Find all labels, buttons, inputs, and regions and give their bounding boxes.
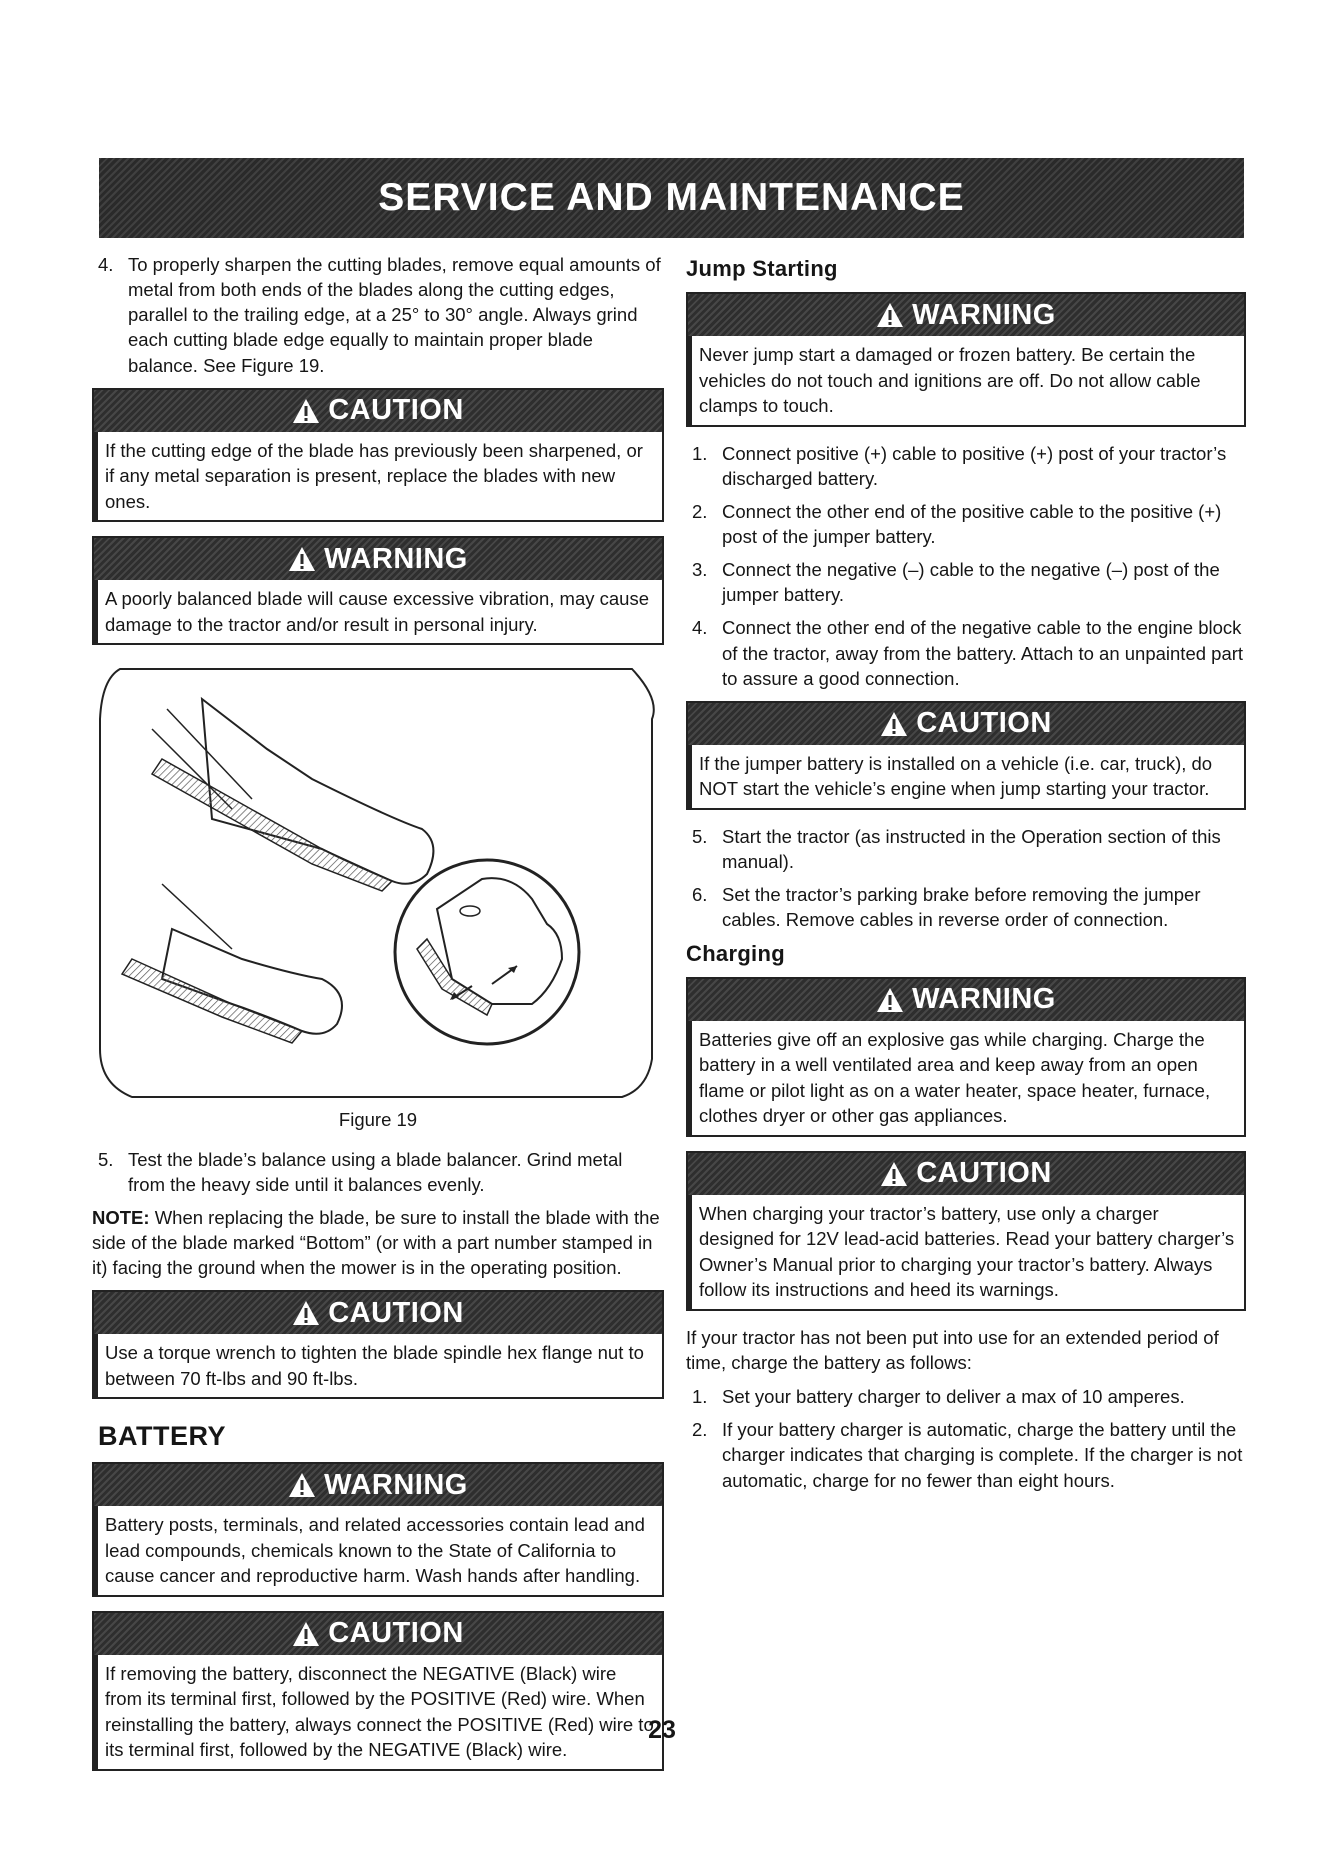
figure-caption: Figure 19 <box>338 1109 418 1131</box>
step-text: Set your battery charger to deliver a max of 10 amperes. <box>722 1386 1185 1408</box>
caution-title: CAUTION <box>328 1296 464 1329</box>
note-text: When replacing the blade, be sure to install the blade with the side of the blade marked “Bottom” (or with a part number stamped in it) facing the ground when the mower is in the operating position. <box>92 1206 660 1279</box>
warning-title: WARNING <box>912 298 1056 331</box>
warning-box <box>92 536 664 645</box>
caution-title: CAUTION <box>916 707 1052 740</box>
note-paragraph <box>92 1205 664 1280</box>
warning-header <box>688 979 1244 1021</box>
warning-box <box>92 1462 664 1597</box>
caution-header <box>94 1292 662 1334</box>
step-number: 5. <box>692 825 708 847</box>
step-number: 2. <box>692 1419 708 1441</box>
caution-title: CAUTION <box>328 1617 464 1650</box>
step-text: Set the tractor’s parking brake before removing the jumper cables. Remove cables in reverse order of connection. <box>722 884 1201 931</box>
warning-text: Never jump start a damaged or frozen battery. Be certain the vehicles do not touch and ignitions are off. Do not allow cable clamps to touch. <box>688 336 1244 425</box>
step-text: Connect the other end of the positive cable to the positive (+) post of the jumper battery. <box>722 500 1222 548</box>
warning-text: Batteries give off an explosive gas while charging. Charge the battery in a well ventilated area and keep away from an open flame or pilot light as on a water heater, space heater, furnace, clothes dryer or other gas appliances. <box>688 1021 1244 1135</box>
charging-intro: If your tractor has not been put into use for an extended period of time, charge the battery as follows: <box>686 1326 1219 1373</box>
page-number: 23 <box>648 1716 676 1744</box>
step-text: Test the blade’s balance using a blade balancer. Grind metal from the heavy side until it balances evenly. <box>128 1148 623 1195</box>
warning-header <box>688 294 1244 336</box>
caution-header <box>94 1613 662 1655</box>
list-item <box>92 1147 664 1197</box>
warning-box <box>686 977 1246 1137</box>
warning-triangle-icon <box>880 1161 908 1187</box>
caution-header <box>688 1153 1244 1195</box>
caution-box <box>92 1611 664 1771</box>
step-number: 6. <box>692 884 708 906</box>
warning-triangle-icon <box>876 302 904 328</box>
warning-title: WARNING <box>912 983 1056 1016</box>
page-title: SERVICE AND MAINTENANCE <box>378 176 965 219</box>
caution-title: CAUTION <box>916 1157 1052 1190</box>
blade-figure <box>92 659 660 1101</box>
warning-triangle-icon <box>292 1300 320 1326</box>
caution-text: If the cutting edge of the blade has previously been sharpened, or if any metal separation is present, replace the blades with new ones. <box>94 432 662 521</box>
warning-text: A poorly balanced blade will cause excessive vibration, may cause damage to the tractor and/or result in personal injury. <box>94 580 662 643</box>
warning-box <box>686 292 1246 427</box>
step-text: Start the tractor (as instructed in the Operation section of this manual). <box>722 825 1221 873</box>
warning-header <box>94 538 662 580</box>
caution-header <box>688 703 1244 745</box>
caution-box <box>686 1151 1246 1311</box>
caution-text: Use a torque wrench to tighten the blade spindle hex flange nut to between 70 ft-lbs and 90 ft-lbs. <box>94 1334 662 1397</box>
step-text: If your battery charger is automatic, charge the battery until the charger indicates that charging is complete. If the charger is not automatic, charge for no fewer than eight hours. <box>722 1419 1243 1491</box>
section-banner <box>99 158 1244 238</box>
note-label: NOTE: <box>92 1206 150 1228</box>
warning-text: Battery posts, terminals, and related accessories contain lead and lead compounds, chemicals known to the State of California to cause cancer and reproductive harm. Wash hands after handling. <box>94 1506 662 1595</box>
warning-title: WARNING <box>324 1468 468 1501</box>
warning-header <box>94 1464 662 1506</box>
caution-box <box>92 388 664 523</box>
caution-box <box>686 701 1246 810</box>
step-number: 4. <box>98 254 114 275</box>
blade-sharpening-illustration <box>92 659 660 1101</box>
caution-text: When charging your tractor’s battery, use only a charger designed for 12V lead-acid batteries. Read your battery charger’s Owner’s Manual prior to charging your tractor’s battery. Always follow its instructions and heed its warnings. <box>688 1195 1244 1309</box>
jump-starting-heading: Jump Starting <box>686 256 838 281</box>
step-text: Connect the other end of the negative cable to the engine block of the tractor, away from the battery. Attach to an unpainted part to assure a good connection. <box>722 617 1244 689</box>
caution-box <box>92 1290 664 1399</box>
step-text: Connect the negative (–) cable to the negative (–) post of the jumper battery. <box>722 559 1220 606</box>
battery-heading: BATTERY <box>98 1421 226 1452</box>
right-column <box>686 252 1246 1501</box>
list-item <box>686 1417 1246 1492</box>
list-item <box>686 615 1246 690</box>
step-number: 5. <box>98 1148 114 1170</box>
step-text: Connect positive (+) cable to positive (+) post of your tractor’s discharged battery. <box>722 442 1227 489</box>
warning-triangle-icon <box>288 546 316 572</box>
step-number: 1. <box>692 442 708 464</box>
warning-triangle-icon <box>292 398 320 424</box>
caution-header <box>94 390 662 432</box>
caution-text: If the jumper battery is installed on a vehicle (i.e. car, truck), do NOT start the vehicle’s engine when jump starting your tractor. <box>688 745 1244 808</box>
step-text: To properly sharpen the cutting blades, remove equal amounts of metal from both ends of the blades along the cutting edges, parallel to the trailing edge, at a 25° to 30° angle. Always grind each cutting blade edge equally to maintain proper blade balance. See Figure 19. <box>128 254 661 376</box>
warning-title: WARNING <box>324 542 468 575</box>
list-item <box>686 557 1246 607</box>
list-item <box>686 1384 1246 1409</box>
list-item <box>686 499 1246 549</box>
step-number: 2. <box>692 500 708 522</box>
left-column <box>92 252 664 1785</box>
caution-text: If removing the battery, disconnect the NEGATIVE (Black) wire from its terminal first, followed by the POSITIVE (Red) wire. When reinstalling the battery, always connect the POSITIVE (Red) wire to its terminal first, followed by the NEGATIVE (Black) wire. <box>94 1655 662 1769</box>
warning-triangle-icon <box>876 987 904 1013</box>
warning-triangle-icon <box>292 1621 320 1647</box>
list-item <box>686 882 1246 932</box>
charging-heading: Charging <box>686 940 785 966</box>
warning-triangle-icon <box>880 711 908 737</box>
list-item <box>686 441 1246 491</box>
step-number: 3. <box>692 559 708 581</box>
warning-triangle-icon <box>288 1472 316 1498</box>
list-item <box>92 252 664 378</box>
list-item <box>686 824 1246 874</box>
step-number: 4. <box>692 617 708 639</box>
step-number: 1. <box>692 1386 708 1408</box>
caution-title: CAUTION <box>328 394 464 427</box>
